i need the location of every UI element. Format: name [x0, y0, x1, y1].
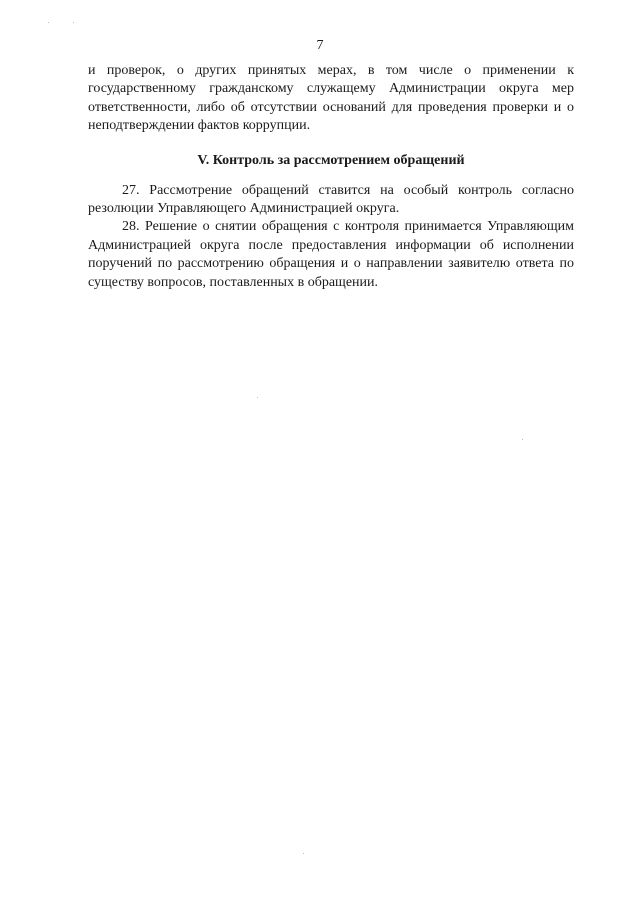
- scan-speck: [73, 22, 74, 23]
- document-body: [88, 62, 574, 292]
- scan-speck: [257, 397, 258, 398]
- scan-speck: [303, 853, 304, 854]
- paragraph-continuation: и проверок, о других принятых мерах, в том числе о применении к государственному гражданскому служащему Администрации округа мер ответственности, либо об отсутствии оснований для проведения проверки и о неподтверждении фактов коррупции.: [88, 63, 574, 134]
- paragraph-item-28: 28. Решение о снятии обращения с контроля принимается Управляющим Администрацией округа после предоставления информации об исполнении поручений по рассмотрению обращения и о направлении заявителю ответа по существу вопросов, поставленных в обращении.: [88, 219, 574, 290]
- scan-speck: [522, 439, 523, 440]
- page-number: 7: [316, 38, 324, 53]
- paragraph-item-27: 27. Рассмотрение обращений ставится на особый контроль согласно резолюции Управляющего Администрацией округа.: [88, 182, 574, 217]
- section-heading: V. Контроль за рассмотрением обращений: [197, 152, 465, 168]
- scan-speck: [48, 22, 49, 23]
